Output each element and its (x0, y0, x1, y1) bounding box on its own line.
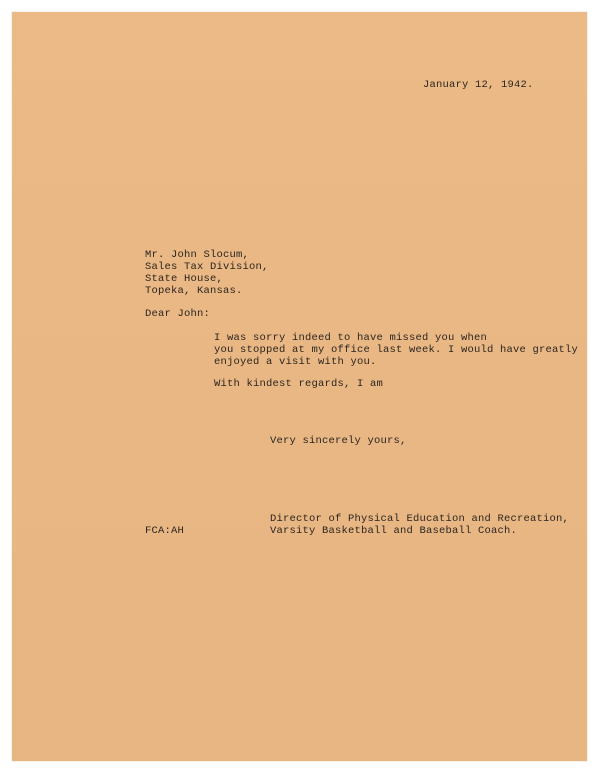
body-line: you stopped at my office last week. I would have greatly (214, 344, 579, 356)
body-line: enjoyed a visit with you. (214, 356, 377, 368)
recipient-division: Sales Tax Division, (145, 261, 269, 273)
salutation: Dear John: (145, 308, 211, 320)
letter-date: January 12, 1942. (423, 79, 534, 91)
regards-line: With kindest regards, I am (214, 378, 384, 390)
reference-initials: FCA:AH (145, 525, 185, 537)
recipient-name: Mr. John Slocum, (145, 249, 250, 261)
complimentary-closing: Very sincerely yours, (270, 435, 407, 447)
body-line: I was sorry indeed to have missed you when (214, 332, 488, 344)
recipient-building: State House, (145, 273, 224, 285)
letter-page (12, 12, 587, 761)
signature-title-line: Director of Physical Education and Recreation, (270, 513, 570, 525)
recipient-city: Topeka, Kansas. (145, 285, 243, 297)
signature-title-line: Varsity Basketball and Baseball Coach. (270, 525, 518, 537)
